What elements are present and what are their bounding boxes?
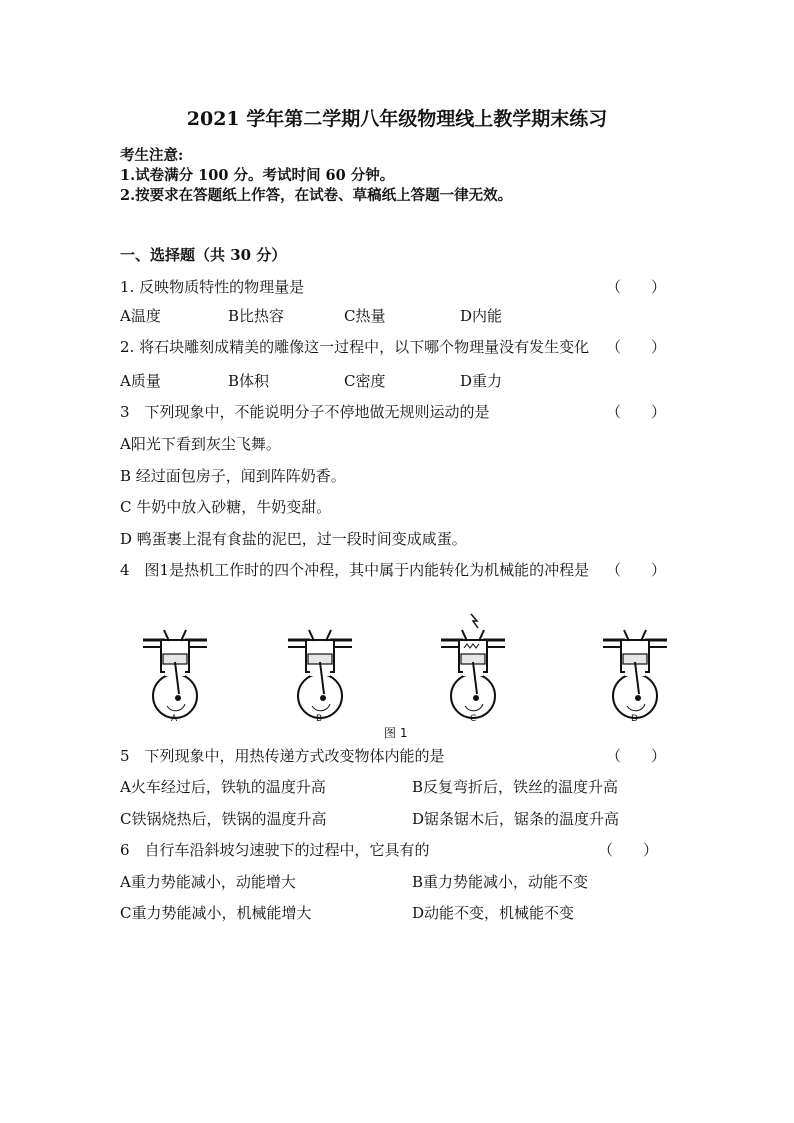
q2-option-d: D重力 <box>460 372 503 390</box>
q6-option-c: C重力势能减小，机械能增大 <box>120 904 312 922</box>
q3-option-a: A阳光下看到灰尘飞舞。 <box>120 435 281 453</box>
answer-paren-3: （ ） <box>606 403 667 421</box>
figure-engine-strokes <box>130 612 690 742</box>
q6-option-b: B重力势能减小，动能不变 <box>412 873 589 891</box>
stroke-c-diagram <box>441 614 505 718</box>
q6-option-d: D动能不变，机械能不变 <box>412 904 575 922</box>
q2-option-a: A质量 <box>120 372 161 390</box>
answer-paren-6: （ ） <box>598 841 659 859</box>
notice-item-1: 1.试卷满分 100 分。考试时间 60 分钟。 <box>120 167 395 184</box>
question-4-stem: 4 图1是热机工作时的四个冲程，其中属于内能转化为机械能的冲程是 <box>120 561 590 579</box>
q2-option-b: B体积 <box>228 372 270 390</box>
figure-label-d: D <box>631 714 638 724</box>
question-1-stem: 1. 反映物质特性的物理量是 <box>120 278 305 296</box>
question-3-stem: 3 下列现象中，不能说明分子不停地做无规则运动的是 <box>120 403 490 421</box>
engine-strokes-svg <box>130 612 690 742</box>
q1-option-a: A温度 <box>120 307 161 325</box>
figure-label-c: C <box>470 714 477 724</box>
figure-caption: 图 1 <box>384 726 408 740</box>
stroke-b-diagram <box>288 630 352 718</box>
q1-option-b: B比热容 <box>228 307 285 325</box>
answer-paren-2: （ ） <box>606 338 667 356</box>
q3-option-b: B 经过面包房子，闻到阵阵奶香。 <box>120 467 346 485</box>
answer-paren-5: （ ） <box>606 747 667 765</box>
stroke-a-diagram <box>143 630 207 718</box>
stroke-d-diagram <box>603 630 667 718</box>
question-2-stem: 2. 将石块雕刻成精美的雕像这一过程中，以下哪个物理量没有发生变化 <box>120 338 590 356</box>
figure-label-b: B <box>316 714 323 724</box>
q2-option-c: C密度 <box>344 372 386 390</box>
q5-option-d: D锯条锯木后，锯条的温度升高 <box>412 810 620 828</box>
section-heading-choice: 一、选择题（共 30 分） <box>120 246 287 264</box>
answer-paren-1: （ ） <box>606 278 667 296</box>
notice-heading: 考生注意: <box>120 147 184 164</box>
q1-option-c: C热量 <box>344 307 386 325</box>
q5-option-c: C铁锅烧热后，铁锅的温度升高 <box>120 810 327 828</box>
q6-option-a: A重力势能减小，动能增大 <box>120 873 296 891</box>
figure-label-a: A <box>171 714 178 724</box>
q5-option-a: A火车经过后，铁轨的温度升高 <box>120 778 326 796</box>
notice-item-2: 2.按要求在答题纸上作答，在试卷、草稿纸上答题一律无效。 <box>120 187 513 204</box>
question-6-stem: 6 自行车沿斜坡匀速驶下的过程中，它具有的 <box>120 841 430 859</box>
q3-option-d: D 鸭蛋裹上混有食盐的泥巴，过一段时间变成咸蛋。 <box>120 530 467 548</box>
q3-option-c: C 牛奶中放入砂糖，牛奶变甜。 <box>120 498 332 516</box>
answer-paren-4: （ ） <box>606 561 667 579</box>
question-5-stem: 5 下列现象中，用热传递方式改变物体内能的是 <box>120 747 445 765</box>
q5-option-b: B反复弯折后，铁丝的温度升高 <box>412 778 619 796</box>
page-title: 2021 学年第二学期八年级物理线上教学期末练习 <box>186 108 608 130</box>
q1-option-d: D内能 <box>460 307 503 325</box>
